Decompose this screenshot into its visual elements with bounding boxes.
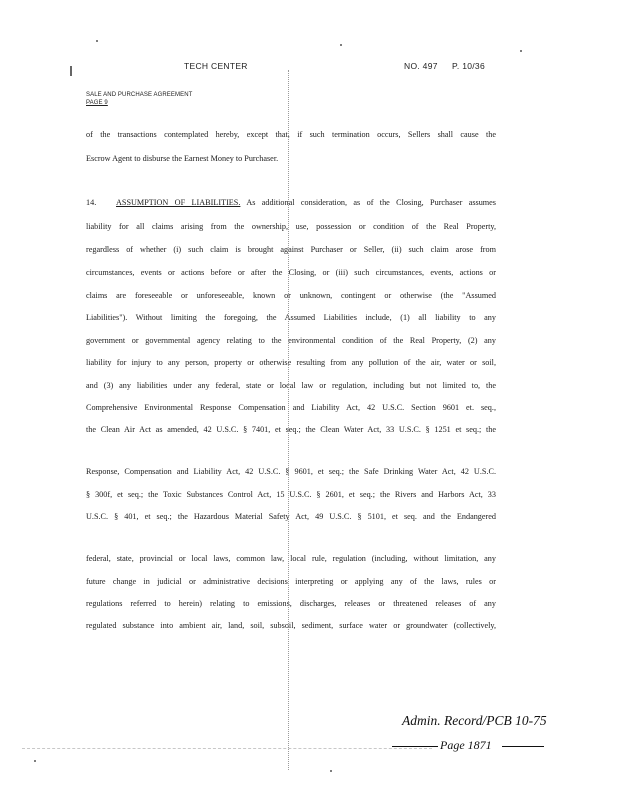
stamp-page-text: Page 1871: [440, 738, 492, 752]
scan-speck: [330, 770, 332, 772]
section-heading: ASSUMPTION OF LIABILITIES.: [116, 198, 241, 207]
body-line-12: Comprehensive Environmental Response Compensation and Liability Act, 42 U.S.C. Section 9601 et. seq.,: [86, 403, 496, 412]
body-line-10: liability for injury to any person, property or otherwise resulting from any pollution of the air, water or soil,: [86, 358, 496, 367]
scan-speck: [520, 50, 522, 52]
scan-speck: [96, 40, 98, 42]
fax-header: [0, 61, 622, 75]
stamp-rule-right: [502, 746, 544, 747]
body-line-19: regulations referred to herein) relating to emissions, discharges, releases or threatened releases of any: [86, 599, 496, 608]
body-line-8: Liabilities"). Without limiting the foregoing, the Assumed Liabilities include, (1) all liability to any: [86, 313, 496, 322]
body-line-20: regulated substance into ambient air, land, soil, subsoil, sediment, surface water or groundwater (collectively,: [86, 621, 496, 630]
admin-record-stamp: Admin. Record/PCB 10-75: [402, 713, 547, 728]
document-title-block: [86, 91, 192, 107]
body-line-7: claims are foreseeable or unforeseeable, known or unknown, contingent or otherwise (the "Assumed: [86, 291, 496, 300]
body-line-11: and (3) any liabilities under any federal, state or local law or regulation, including but not limited to, the: [86, 381, 496, 390]
document-page-label: PAGE 9: [86, 100, 108, 106]
document-title: SALE AND PURCHASE AGREEMENT: [86, 92, 193, 98]
body-line-4: liability for all claims arising from the ownership, use, possession or condition of the Real Property,: [86, 222, 496, 231]
body-line-6: circumstances, events or actions before or after the Closing, or (iii) such circumstances, events, actions or: [86, 268, 496, 277]
scan-bottom-rule: [22, 748, 432, 749]
fold-line: [288, 70, 290, 770]
body-line-17: federal, state, provincial or local laws, common law, local rule, regulation (including, without limitation, any: [86, 554, 496, 563]
body-line-5: regardless of whether (i) such claim is brought against Purchaser or Seller, (ii) such claim arose from: [86, 245, 496, 254]
body-line-2: Escrow Agent to disburse the Earnest Money to Purchaser.: [86, 154, 279, 163]
scan-speck: [34, 760, 36, 762]
body-line-16: U.S.C. § 401, et seq.; the Hazardous Material Safety Act, 49 U.S.C. § 5101, et seq. and the Endangered: [86, 512, 496, 521]
body-line-1: of the transactions contemplated hereby, except that, if such termination occurs, Sellers shall cause the: [86, 130, 496, 139]
stamp-rule-left: [392, 746, 438, 747]
scan-speck: [340, 44, 342, 46]
page-number-stamp: [392, 738, 544, 754]
fax-header-page: P. 10/36: [452, 61, 485, 71]
body-line-9: government or governmental agency relating to the environmental condition of the Real Property, (2) any: [86, 336, 496, 345]
body-line-18: future change in judicial or administrative decisions interpreting or applying any of the laws, rules or: [86, 577, 496, 586]
section-number: 14.: [86, 198, 97, 207]
fax-header-number: NO. 497: [404, 61, 438, 71]
fax-header-center: TECH CENTER: [184, 61, 248, 71]
body-line-14: Response, Compensation and Liability Act, 42 U.S.C. § 9601, et seq.; the Safe Drinking Water Act, 42 U.S.C.: [86, 467, 496, 476]
body-line-13: the Clean Air Act as amended, 42 U.S.C. § 7401, et seq.; the Clean Water Act, 33 U.S.C. § 1251 et seq.; the: [86, 425, 496, 434]
section-heading-text: ASSUMPTION OF LIABILITIES. As additional consideration, as of the Closing, Purchaser assumes: [116, 198, 496, 207]
body-line-15: § 300f, et seq.; the Toxic Substances Control Act, 15 U.S.C. § 2601, et seq.; the Rivers and Harbors Act, 33: [86, 490, 496, 499]
section-14-heading-line: [86, 198, 496, 207]
